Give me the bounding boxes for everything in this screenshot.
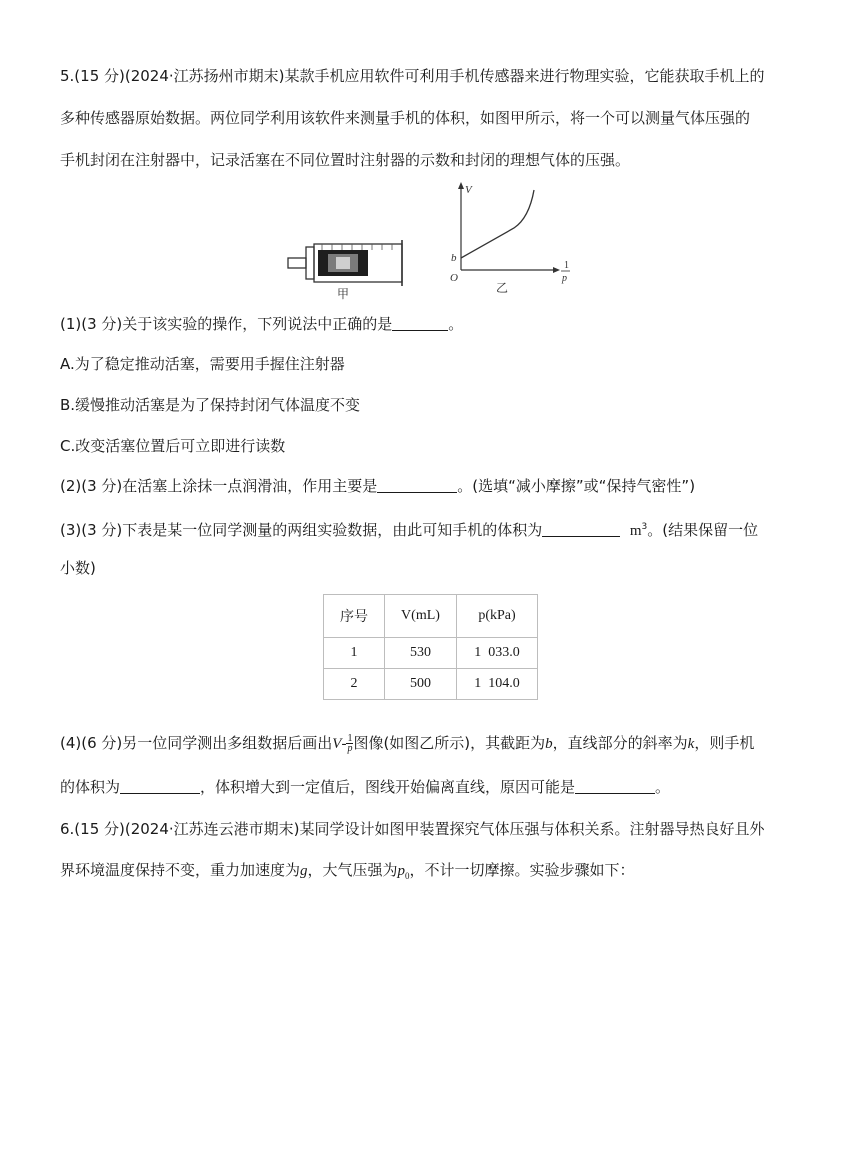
figure-yi-label: 乙 [495,281,509,295]
q6-line2-c: ，不计一切摩擦。实验步骤如下： [409,861,635,879]
graph-figure-yi [446,180,581,298]
q6-line2-b: ，大气压强为 [307,861,398,879]
q5-sub1 [60,314,463,334]
q5-sub4-prefix: (4)(6 分)另一位同学测出多组数据后画出 [60,734,333,752]
q6-line2-a: 界环境温度保持不变，重力加速度为 [60,861,301,879]
table-row [324,638,538,669]
table-header-volume: V(mL) [385,595,457,638]
axis-origin-label: O [450,272,458,284]
answer-blank-1[interactable] [392,316,448,331]
table-header-index: 序号 [324,595,385,638]
dash: - [341,736,347,752]
q6-line1: 6.(15 分)(2024·江苏连云港市期末)某同学设计如图甲装置探究气体压强与体积关系。注射器导热良好且外 [60,820,765,838]
var-v: V [332,736,342,752]
q5-sub2-stem: (2)(3 分)在活塞上涂抹一点润滑油，作用主要是 [60,477,378,495]
q5-sub3-tail: 。(结果保留一位 [647,521,759,539]
table-row [324,669,538,700]
q5-sub3-stem: (3)(3 分)下表是某一位同学测量的两组实验数据，由此可知手机的体积为 [60,521,543,539]
q5-sub4-mid2: ，直线部分的斜率为 [552,734,688,752]
q6-line2 [60,860,635,886]
axis-v-label: V [465,184,472,196]
var-p0: p [397,863,406,879]
figure-jia-label: 甲 [336,287,350,301]
var-k: k [687,736,695,752]
q5-option-c: C.改变活塞位置后可立即进行读数 [60,437,286,455]
frac-den: p [347,743,353,754]
syringe-figure-jia [280,236,415,302]
q5-intro-line3: 手机封闭在注射器中，记录活塞在不同位置时注射器的示数和封闭的理想气体的压强。 [60,151,631,169]
q5-sub1-stem: (1)(3 分)关于该实验的操作，下列说法中正确的是 [60,315,393,333]
answer-blank-4[interactable] [120,779,200,794]
q5-option-b: B.缓慢推动活塞是为了保持封闭气体温度不变 [60,396,361,414]
q5-sub4-end1: ，则手机 [694,734,755,752]
var-b: b [545,736,553,752]
q5-sub3 [60,517,758,541]
q5-sub4-line2-a: 的体积为 [60,778,121,796]
data-table [323,594,538,700]
q5-sub4-line2-b: ，体积增大到一定值后，图线开始偏离直线，原因可能是 [200,778,576,796]
table-header-pressure: p(kPa) [457,595,538,638]
q5-sub4 [60,733,754,754]
q5-option-a: A.为了稳定推动活塞，需要用手握住注射器 [60,355,345,373]
q5-intro-line1: 5.(15 分)(2024·江苏扬州市期末)某款手机应用软件可利用手机传感器来进行物理实验，它能获取手机上的 [60,67,765,85]
q5-sub3-line2: 小数) [60,559,96,577]
q5-sub3-unit-sup: 3 [641,522,648,532]
var-g: g [300,863,308,879]
q5-sub2 [60,476,695,496]
table-cell: 500 [385,669,457,700]
table-cell: 1 [324,638,385,669]
answer-blank-2[interactable] [377,478,457,493]
answer-blank-5[interactable] [575,779,655,794]
table-header-row [324,595,538,638]
q5-intro-line2: 多种传感器原始数据。两位同学利用该软件来测量手机的体积，如图甲所示，将一个可以测量气体压强的 [60,109,751,127]
table-cell: 1 033.0 [457,638,538,669]
table-cell: 2 [324,669,385,700]
q5-sub4-line2-c: 。 [655,778,671,796]
frac-num: 1 [347,733,353,744]
axis-x-denominator: p [562,273,567,284]
axis-b-label: b [451,252,457,264]
q5-sub1-end: 。 [448,315,464,333]
answer-blank-3[interactable] [542,522,620,537]
q5-sub4-line2 [60,777,670,797]
q5-sub2-tail: 。(选填“减小摩擦”或“保持气密性”) [457,477,696,495]
table-cell: 530 [385,638,457,669]
q5-sub4-mid: 图像(如图乙所示)，其截距为 [353,734,546,752]
var-p0-sub: 0 [405,871,410,881]
table-cell: 1 104.0 [457,669,538,700]
axis-x-numerator: 1 [564,260,569,271]
q5-sub3-unit: m [629,523,642,539]
